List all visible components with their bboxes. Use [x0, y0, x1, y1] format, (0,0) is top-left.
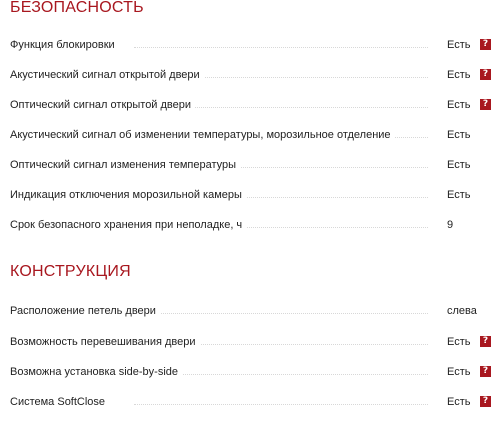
spec-value: Есть [447, 39, 471, 51]
section-title-safety: БЕЗОПАСНОСТЬ [10, 0, 144, 16]
spec-value: Есть [447, 129, 471, 141]
help-question-icon[interactable]: ? [480, 39, 491, 50]
spec-row [10, 36, 490, 56]
spec-value: Есть [447, 336, 471, 348]
spec-row [10, 96, 490, 116]
spec-name: Акустический сигнал об изменении температуры, морозильное отделение [10, 129, 395, 141]
spec-row [10, 333, 490, 353]
help-question-icon[interactable]: ? [480, 69, 491, 80]
spec-row [10, 393, 490, 413]
spec-name: Функция блокировки [10, 39, 119, 51]
spec-row [10, 216, 490, 236]
dotted-leader [134, 313, 428, 314]
spec-row [10, 302, 490, 322]
spec-value: Есть [447, 159, 471, 171]
spec-name: Оптический сигнал изменения температуры [10, 159, 240, 171]
dotted-leader [134, 404, 428, 405]
spec-value: Есть [447, 69, 471, 81]
spec-row [10, 126, 490, 146]
spec-row [10, 156, 490, 176]
spec-name: Система SoftClose [10, 396, 109, 408]
spec-value: Есть [447, 99, 471, 111]
spec-name: Оптический сигнал открытой двери [10, 99, 195, 111]
spec-row [10, 66, 490, 86]
spec-name: Индикация отключения морозильной камеры [10, 189, 246, 201]
spec-value: слева [447, 305, 477, 317]
spec-value: Есть [447, 366, 471, 378]
help-question-icon[interactable]: ? [480, 366, 491, 377]
spec-value: Есть [447, 189, 471, 201]
spec-name: Возможность перевешивания двери [10, 336, 200, 348]
help-question-icon[interactable]: ? [480, 336, 491, 347]
section-title-construction: КОНСТРУКЦИЯ [10, 263, 131, 280]
spec-name: Расположение петель двери [10, 305, 160, 317]
dotted-leader [134, 47, 428, 48]
spec-name: Возможна установка side-by-side [10, 366, 182, 378]
help-question-icon[interactable]: ? [480, 396, 491, 407]
spec-value: 9 [447, 219, 454, 231]
spec-name: Акустический сигнал открытой двери [10, 69, 204, 81]
spec-row [10, 363, 490, 383]
help-question-icon[interactable]: ? [480, 99, 491, 110]
spec-name: Срок безопасного хранения при неполадке, ч [10, 219, 246, 231]
spec-value: Есть [447, 396, 471, 408]
spec-row [10, 186, 490, 206]
